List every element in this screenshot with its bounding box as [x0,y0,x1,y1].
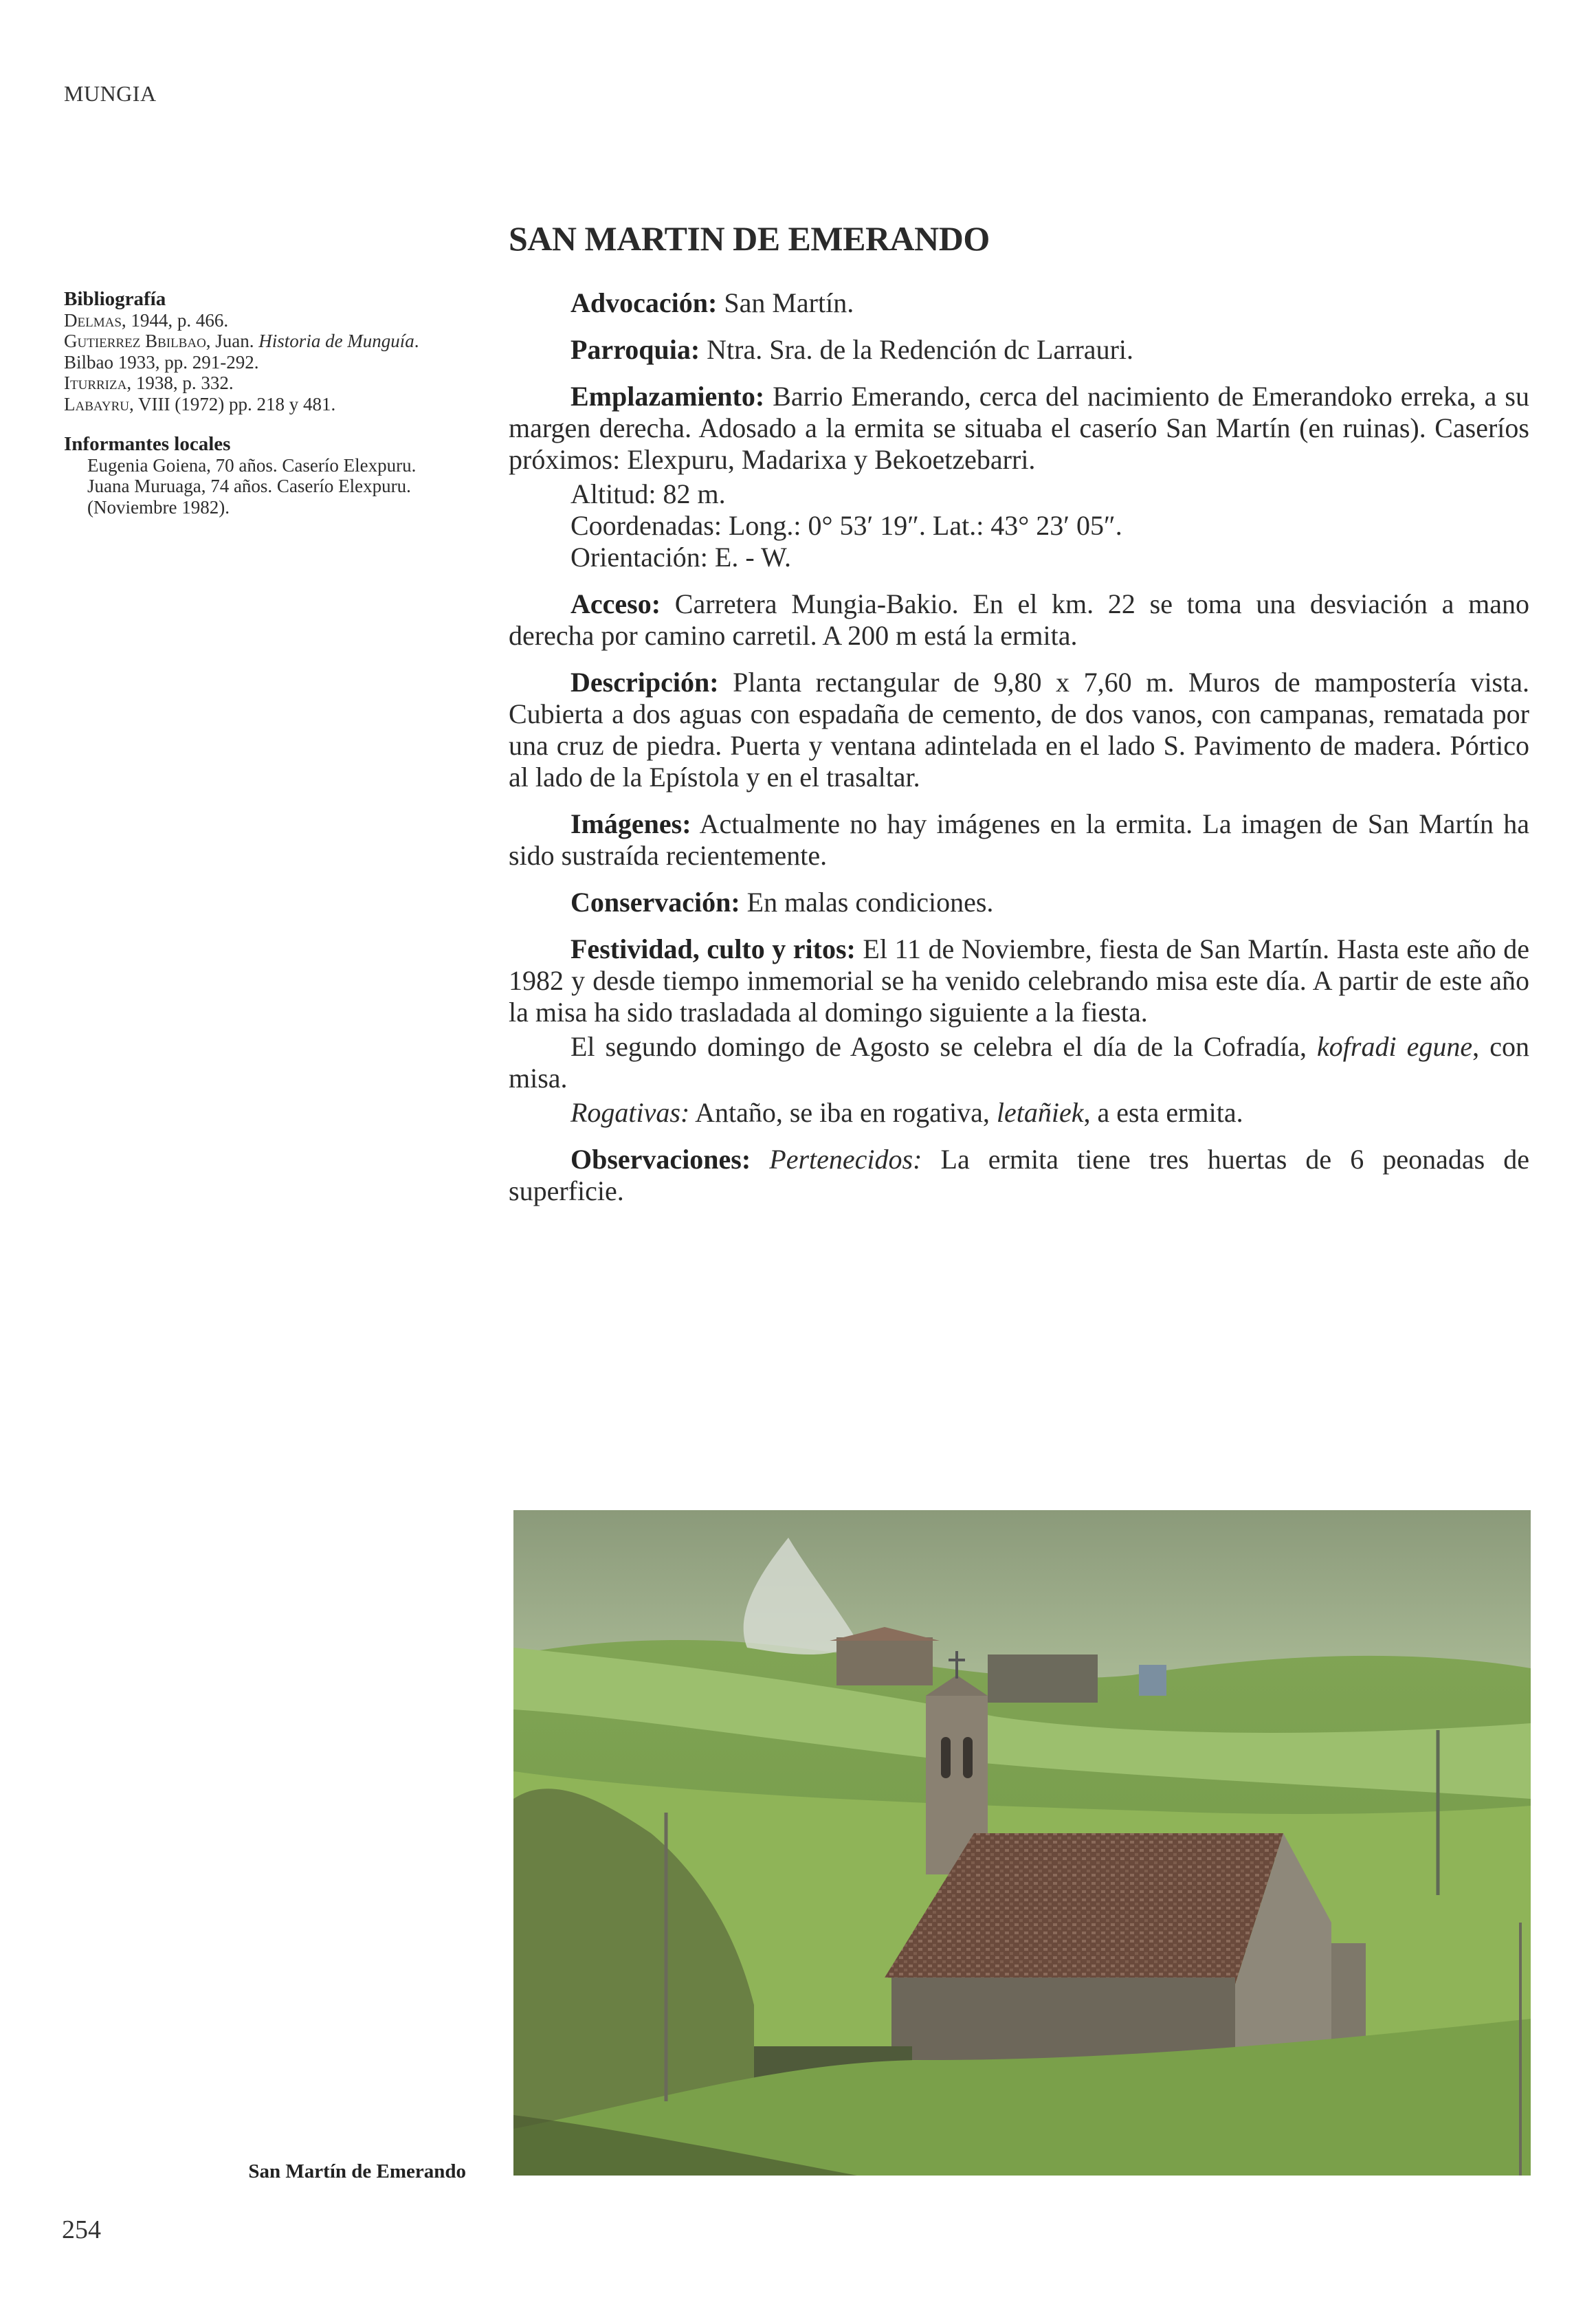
festividad-label: Festividad, culto y ritos: [570,933,856,964]
festividad-paragraph [509,933,1529,1028]
advocacion-text: San Martín. [717,287,854,318]
bib-detail: , 1938, p. 332. [126,373,234,393]
cofradia-paragraph [509,1031,1529,1094]
bibliography-entry [64,331,463,373]
festividad-text: El 11 de Noviembre, fiesta de San Martín. Hasta este año de 1982 y desde tiempo inmemorial se ha venido celebrando misa este día. A partir de este año la misa ha sido trasladada al domingo siguiente a la fiesta. [509,933,1529,1028]
advocacion-label: Advocación: [570,287,718,318]
acceso-paragraph [509,588,1529,652]
acceso-text: Carretera Mungia-Bakio. En el km. 22 se toma una desviación a mano derecha por camino carretil. A 200 m está la ermita. [509,588,1529,651]
observaciones-label: Observaciones: [570,1144,751,1175]
kofradi-term: kofradi egune [1317,1031,1473,1062]
emplazamiento-label: Emplazamiento: [570,381,765,412]
informants-title: Informantes locales [64,433,231,455]
location-details [509,478,1529,573]
orientacion: Orientación: E. - W. [570,542,792,573]
cofradia-text: El segundo domingo de Agosto se celebra el día de la Cofradía, [570,1031,1318,1062]
bib-author: Iturriza [64,373,127,393]
rogativas-label: Rogativas: [570,1097,690,1128]
pertenecidos-label: Pertenecidos: [751,1144,922,1175]
parroquia-text: Ntra. Sra. de la Redención dc Larrauri. [700,334,1133,365]
sidebar [64,289,463,518]
bib-detail: , Juan. [206,331,259,351]
parroquia-label: Parroquia: [570,334,700,365]
emplazamiento-text: Barrio Emerando, cerca del nacimiento de Emerandoko erreka, a su margen derecha. Adosado a la ermita se situaba el caserío San Martín (en ruinas). Caseríos próximos: Elexpuru, Madarixa y Bekoetzebarri. [509,381,1529,475]
page-title: SAN MARTIN DE EMERANDO [509,219,990,258]
parroquia-paragraph [509,334,1529,366]
bibliography-entry [64,394,463,415]
bibliography-entry [64,373,463,394]
bib-detail: , VIII (1972) pp. 218 y 481. [129,393,336,414]
emplazamiento-paragraph [509,381,1529,476]
bib-detail: , 1944, p. 466. [121,309,229,331]
coordenadas: Coordenadas: Long.: 0° 53′ 19″. Lat.: 43° 23′ 05″. [570,510,1122,541]
bib-title: Historia de Munguía [258,331,414,351]
imagenes-paragraph [509,808,1529,872]
chapel-photo [513,1510,1531,2176]
advocacion-paragraph [509,287,1529,319]
running-head: MUNGIA [64,81,157,106]
rogativas-text: Antaño, se iba en rogativa, [689,1097,997,1128]
acceso-label: Acceso: [570,588,661,619]
informants-text: Eugenia Goiena, 70 años. Caserío Elexpuru. Juana Muruaga, 74 años. Caserío Elexpuru. (Noviembre 1982). [87,454,417,518]
bibliography-entry [64,310,463,331]
descripcion-text: Planta rectangular de 9,80 x 7,60 m. Muros de mampostería vista. Cubierta a dos aguas con espadaña de cemento, de dos vanos, con campanas, rematada por una cruz de piedra. Puerta y ventana adintelada en el lado S. Pavimento de madera. Pórtico al lado de la Epístola y en el trasaltar. [509,667,1529,793]
descripcion-paragraph [509,667,1529,793]
rogativas-paragraph [509,1097,1529,1129]
bibliography-title: Bibliografía [64,288,166,310]
conservacion-label: Conservación: [570,887,740,918]
page-number: 254 [62,2215,101,2244]
main-text [509,287,1529,1222]
imagenes-text: Actualmente no hay imágenes en la ermita. La imagen de San Martín ha sido sustraída recientemente. [509,808,1529,871]
rogativas-text-end: , a esta ermita. [1083,1097,1243,1128]
letaniek-term: letañiek [996,1097,1084,1128]
bib-author: Labayru [64,393,129,414]
bib-detail: . Bilbao 1933, pp. 291-292. [64,331,419,373]
cofradia-text-end: , con misa. [509,1031,1529,1094]
bib-author: Delmas [64,309,122,331]
conservacion-paragraph [509,887,1529,918]
photo-caption: San Martín de Emerando [248,2160,466,2182]
observaciones-paragraph [509,1144,1529,1207]
descripcion-label: Descripción: [570,667,719,698]
altitud: Altitud: 82 m. [570,478,726,509]
bib-author: Gutierrez Bbilbao [64,331,206,351]
observaciones-text: La ermita tiene tres huertas de 6 peonadas de superficie. [509,1144,1529,1206]
landscape-photo-icon [513,1510,1531,2176]
conservacion-text: En malas condiciones. [740,887,994,918]
imagenes-label: Imágenes: [570,808,691,839]
